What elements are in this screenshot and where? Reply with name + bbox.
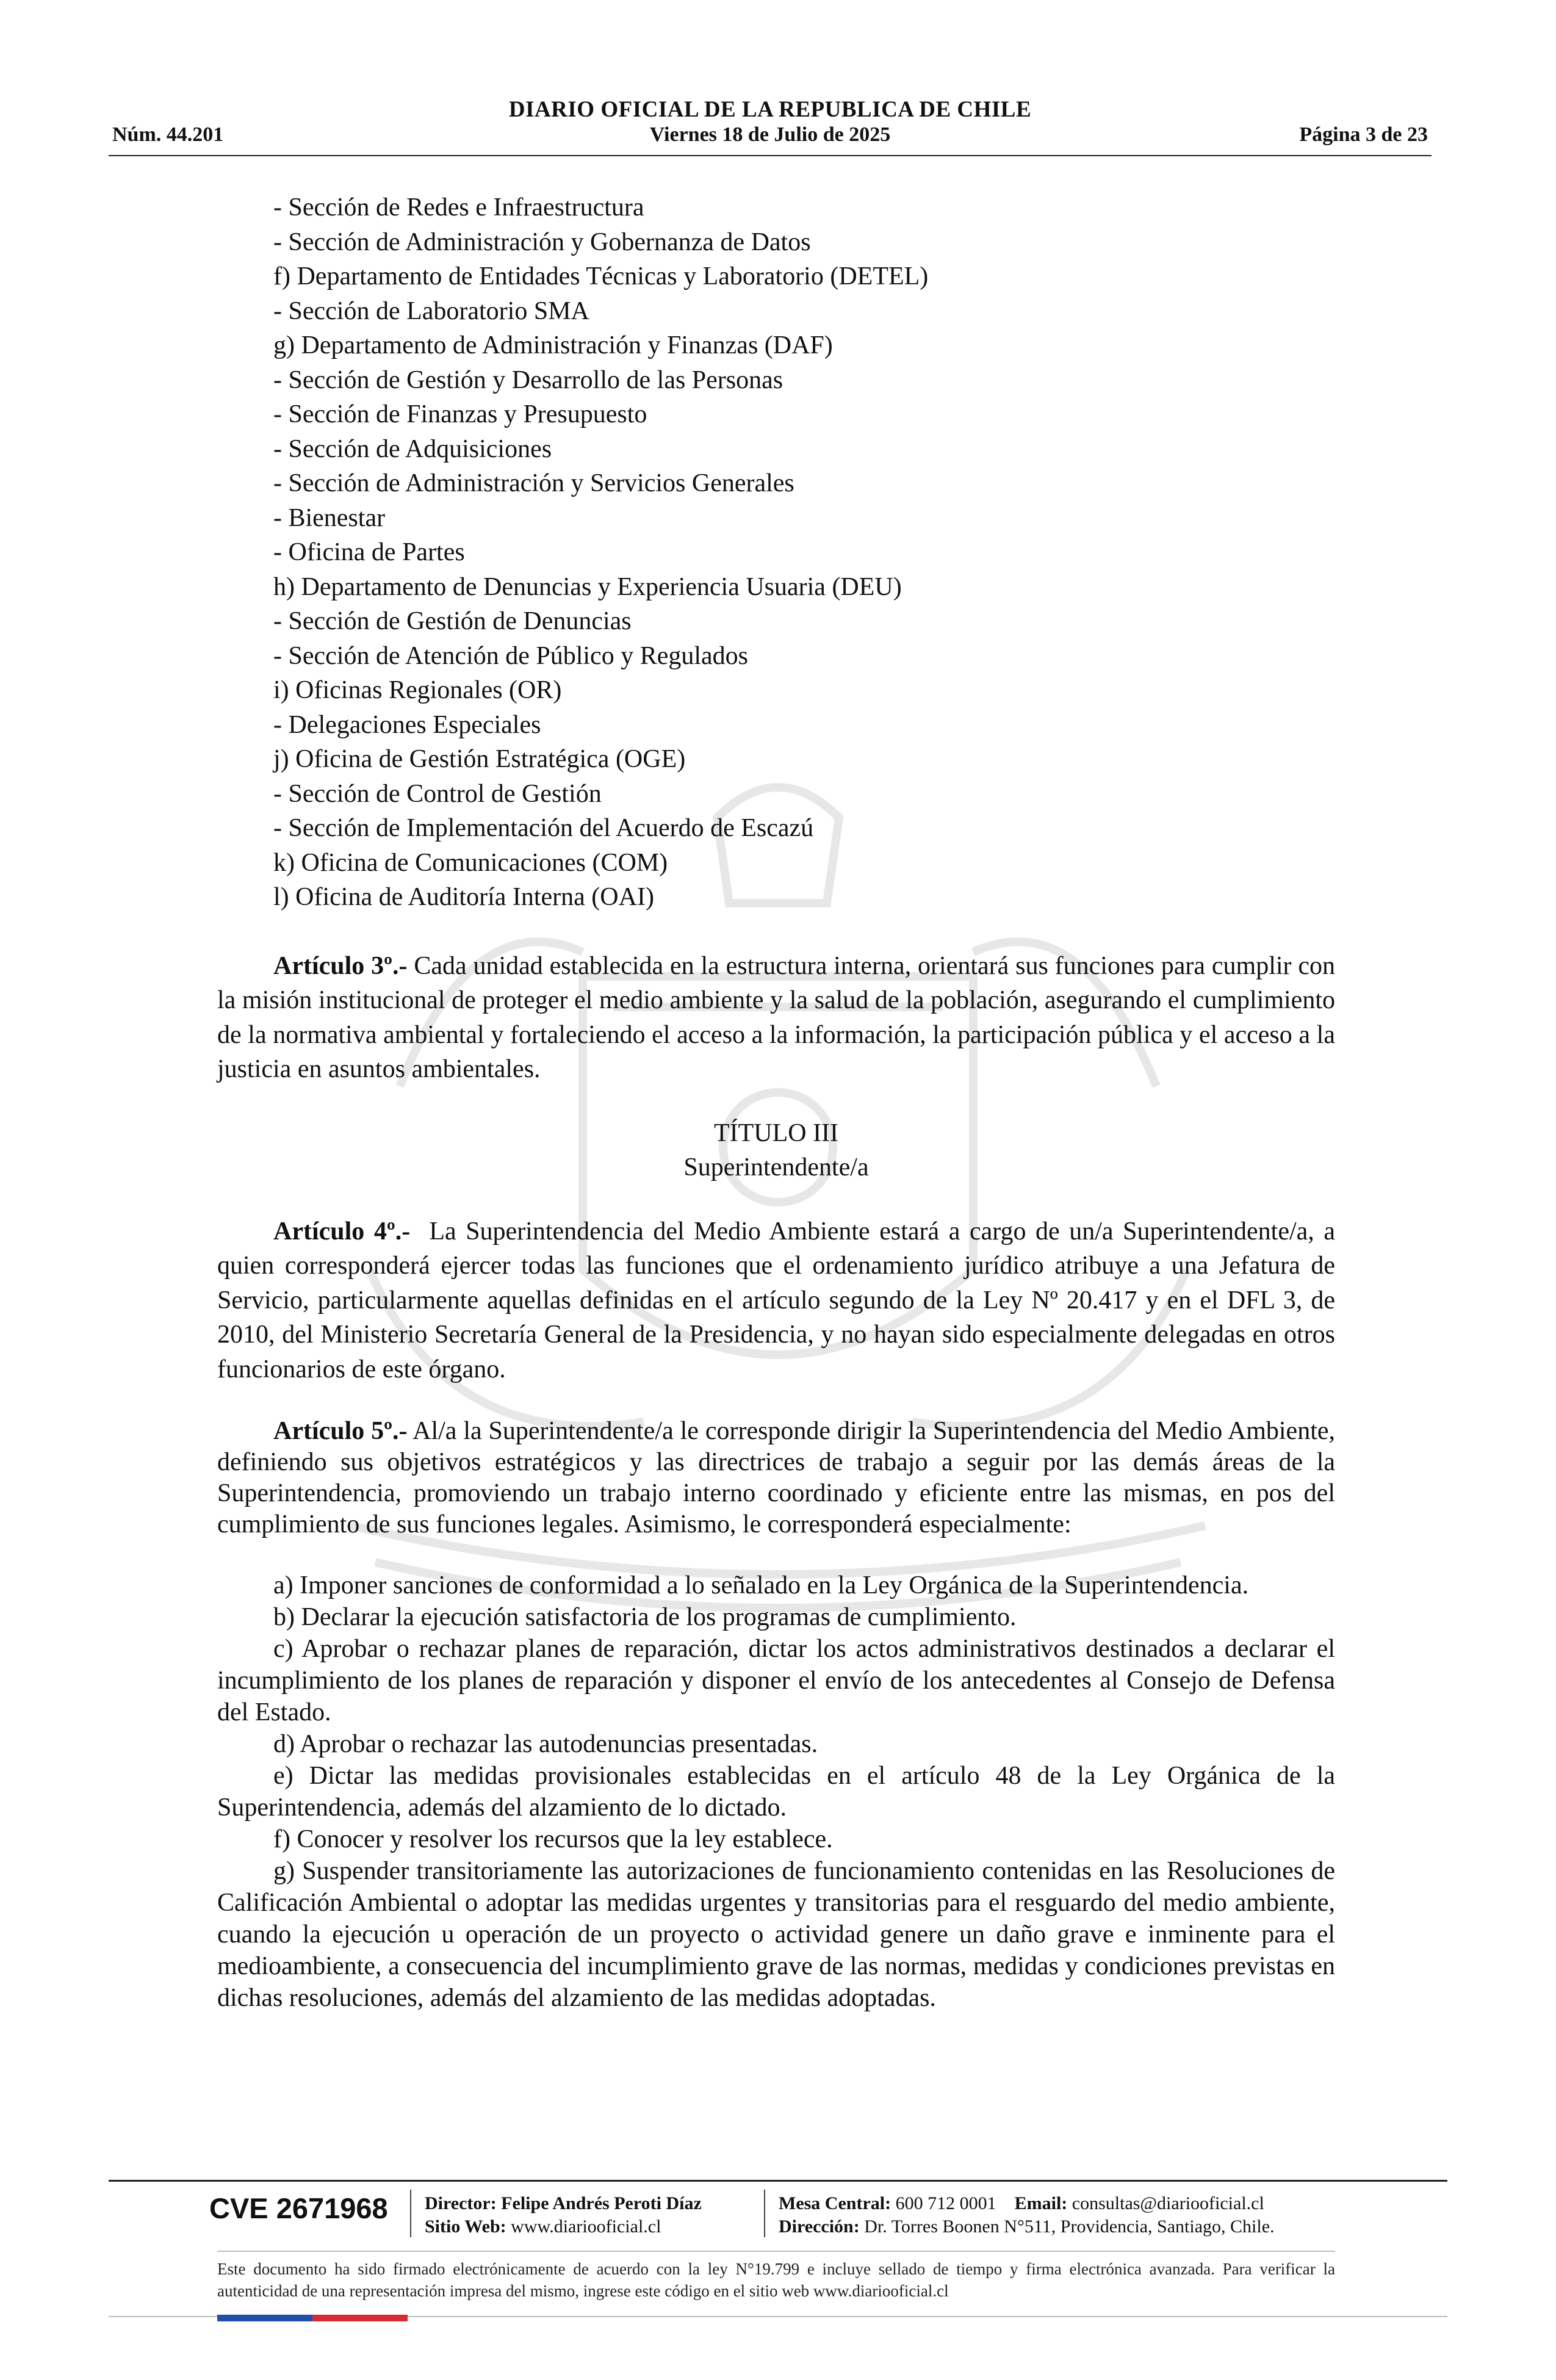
mesa-label: Mesa Central: [779, 2193, 891, 2213]
list-item: - Sección de Redes e Infraestructura [273, 193, 644, 222]
director-name: Felipe Andrés Peroti Díaz [501, 2193, 702, 2213]
list-item: - Sección de Atención de Público y Regulados [273, 641, 749, 670]
footer-director-block [425, 2192, 702, 2238]
list-item: i) Oficinas Regionales (OR) [273, 676, 562, 704]
mesa-phone: 600 712 0001 [895, 2193, 996, 2213]
article-5-item: d) Aprobar o rechazar las autodenuncias presentadas. [273, 1730, 818, 1758]
article-5-item: e) Dictar las medidas provisionales establecidas en el artículo 48 de la Ley Orgánica de la Superintendencia, además del alzamiento de lo dictado. [217, 1762, 1335, 1822]
list-item: k) Oficina de Comunicaciones (COM) [273, 848, 668, 877]
article-5 [217, 1416, 1335, 1540]
director-label: Director: [425, 2193, 497, 2213]
email-link[interactable]: consultas@diariooficial.cl [1072, 2193, 1264, 2213]
article-3-title: Artículo 3º.- [273, 951, 408, 980]
list-item: - Sección de Finanzas y Presupuesto [273, 400, 647, 428]
footer-divider [764, 2190, 765, 2237]
title-heading: TÍTULO III [713, 1119, 839, 1147]
article-5-item: b) Declarar la ejecución satisfactoria de los programas de cumplimiento. [273, 1603, 1017, 1631]
email-label: Email: [1014, 2193, 1068, 2213]
footer-legal-notice: Este documento ha sido firmado electrónicamente de acuerdo con la ley N°19.799 e incluye sellado de tiempo y firma electrónica avanzada. Para verificar la autenticidad de una representación impresa del mismo, ingrese este código en el sitio web www.diariooficial.cl [217, 2260, 1335, 2300]
list-item: - Delegaciones Especiales [273, 710, 541, 739]
page-indicator: Página 3 de 23 [1299, 123, 1428, 146]
page-header [109, 92, 1432, 159]
article-5-item: a) Imponer sanciones de conformidad a lo señalado en la Ley Orgánica de la Superintendencia. [273, 1571, 1249, 1599]
footer-divider [410, 2190, 411, 2237]
article-5-title: Artículo 5º.- [273, 1417, 408, 1445]
flag-blue-segment [217, 2315, 312, 2321]
org-structure-list [273, 190, 1335, 915]
list-item: - Bienestar [273, 503, 386, 532]
list-item: l) Oficina de Auditoría Interna (OAI) [273, 883, 654, 911]
list-item: - Sección de Gestión y Desarrollo de las Personas [273, 366, 783, 394]
list-item: g) Departamento de Administración y Finanzas (DAF) [273, 331, 833, 359]
article-3 [217, 949, 1335, 1087]
article-4-title: Artículo 4º.- [273, 1217, 411, 1246]
article-5-item: c) Aprobar o rechazar planes de reparación, dictar los actos administrativos destinados a declarar el incumplimiento de los planes de reparación y disponer el envío de los antecedentes al Consejo de Defensa del Estado. [217, 1635, 1335, 1726]
article-5-item: f) Conocer y resolver los recursos que la ley establece. [273, 1825, 833, 1853]
newspaper-title: DIARIO OFICIAL DE LA REPUBLICA DE CHILE [508, 97, 1032, 122]
title-subheading: Superintendente/a [683, 1153, 869, 1181]
flag-red-segment [312, 2315, 408, 2321]
cve-code: CVE 2671968 [209, 2192, 388, 2224]
list-item: - Sección de Control de Gestión [273, 779, 602, 808]
issue-number: Núm. 44.201 [112, 123, 224, 146]
list-item: f) Departamento de Entidades Técnicas y Laboratorio (DETEL) [273, 262, 929, 290]
article-4-text: La Superintendencia del Medio Ambiente estará a cargo de un/a Superintendente/a, a quien corresponderá ejercer todas las funciones que el ordenamiento jurídico atribuye a una Jefatura de Servicio, particularmente aquellas definidas en el artículo segundo de la Ley Nº 20.417 y en el DFL 3, de 2010, del Ministerio Secretaría General de la Presidencia, y no hayan sido especialmente delegadas en otros funcionarios de este órgano. [217, 1217, 1336, 1383]
list-item: - Sección de Implementación del Acuerdo de Escazú [273, 814, 814, 842]
footer-contact-block [779, 2192, 1275, 2238]
list-item: - Sección de Gestión de Denuncias [273, 607, 632, 635]
site-label: Sitio Web: [425, 2216, 506, 2237]
address-label: Dirección: [779, 2216, 860, 2237]
flag-color-bar [217, 2315, 408, 2321]
list-item: - Sección de Administración y Gobernanza de Datos [273, 228, 811, 256]
article-4 [217, 1214, 1335, 1387]
address-value: Dr. Torres Boonen N°511, Providencia, Santiago, Chile. [864, 2216, 1275, 2237]
list-item: - Sección de Administración y Servicios Generales [273, 469, 794, 497]
footer-rule [109, 2180, 1447, 2182]
article-3-text: Cada unidad establecida en la estructura interna, orientará sus funciones para cumplir con la misión institucional de proteger el medio ambiente y la salud de la población, asegurando el cumplimiento de la normativa ambiental y fortaleciendo el acceso a la información, la participación pública y el acceso a la justicia en asuntos ambientales. [217, 951, 1336, 1083]
issue-date: Viernes 18 de Julio de 2025 [649, 123, 891, 146]
header-rule [109, 155, 1432, 156]
footer-separator [217, 2251, 1335, 2252]
article-5-text: Al/a la Superintendente/a le corresponde dirigir la Superintendencia del Medio Ambiente, definiendo sus objetivos estratégicos y las directrices de trabajo a seguir por las demás áreas de la Superintendencia, promoviendo un trabajo interno coordinado y eficiente entre las mismas, en pos del cumplimiento de sus funciones legales. Asimismo, le corresponderá especialmente: [217, 1417, 1336, 1538]
site-link[interactable]: www.diariooficial.cl [511, 2216, 661, 2237]
list-item: - Oficina de Partes [273, 538, 465, 566]
list-item: - Sección de Adquisiciones [273, 435, 552, 463]
list-item: j) Oficina de Gestión Estratégica (OGE) [273, 745, 686, 773]
document-body [217, 190, 1335, 2014]
list-item: - Sección de Laboratorio SMA [273, 297, 589, 325]
article-5-item: g) Suspender transitoriamente las autorizaciones de funcionamiento contenidas en las Resoluciones de Calificación Ambiental o adoptar las medidas urgentes y transitorias para el resguardo del medio ambiente, cuando la ejecución u operación de un proyecto o actividad genere un daño grave e inminente para el medioambiente, a consecuencia del incumplimiento grave de las normas, medidas y condiciones previstas en dichas resoluciones, además del alzamiento de las medidas adoptadas. [217, 1857, 1335, 2012]
list-item: h) Departamento de Denuncias y Experiencia Usuaria (DEU) [273, 572, 902, 601]
